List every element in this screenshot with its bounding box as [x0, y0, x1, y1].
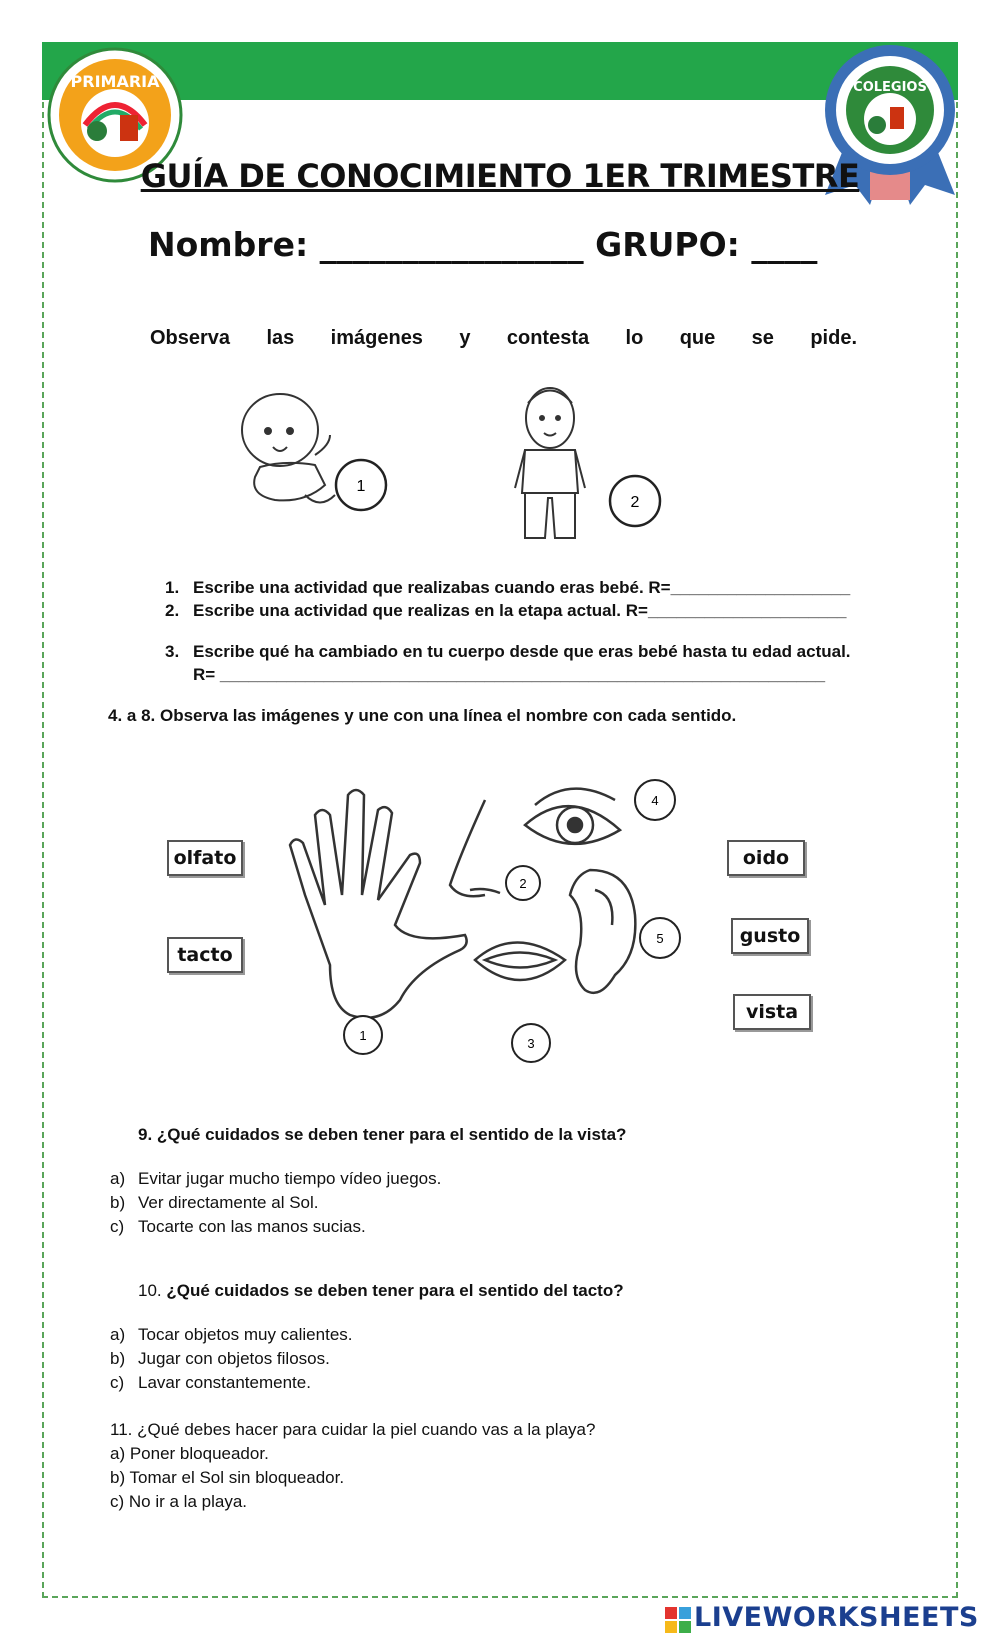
sense-circle-3: 3	[527, 1036, 535, 1051]
q10-option-c-letter: c)	[110, 1373, 125, 1392]
question-3-text: Escribe qué ha cambiado en tu cuerpo desde que eras bebé hasta tu edad actual.	[193, 642, 851, 661]
q10-option-c-text: Lavar constantemente.	[138, 1373, 311, 1392]
sense-label-tacto[interactable]: tacto	[167, 937, 243, 973]
question-2-number: 2.	[165, 601, 180, 620]
question-1	[165, 578, 850, 598]
q9-option-a-text: Evitar jugar mucho tiempo vídeo juegos.	[138, 1169, 442, 1188]
stage-circle-2: 2	[630, 494, 640, 511]
logo-left-label: PRIMARIA	[70, 72, 160, 91]
question-10-title	[138, 1281, 624, 1301]
baby-illustration	[235, 385, 400, 520]
question-3-answer-text: R= ________________________________________________________________	[193, 665, 826, 684]
q10-option-b[interactable]	[110, 1349, 330, 1369]
q10-option-b-letter: b)	[110, 1349, 126, 1368]
sense-label-oido[interactable]: oido	[727, 840, 805, 876]
sense-label-olfato[interactable]: olfato	[167, 840, 243, 876]
sense-circle-1: 1	[359, 1028, 367, 1043]
sense-label-gusto[interactable]: gusto	[731, 918, 809, 954]
sense-label-vista[interactable]: vista	[733, 994, 811, 1030]
question-2-text: Escribe una actividad que realizas en la etapa actual. R=_____________________	[193, 601, 847, 620]
name-group-line: Nombre: ________________ GRUPO: ____	[148, 225, 818, 264]
q11-option-b[interactable]: b) Tomar el Sol sin bloqueador.	[110, 1468, 345, 1487]
question-9-title: 9. ¿Qué cuidados se deben tener para el sentido de la vista?	[138, 1125, 627, 1144]
q9-option-a-letter: a)	[110, 1169, 126, 1188]
question-2	[165, 601, 847, 621]
q9-option-b[interactable]	[110, 1193, 318, 1213]
question-3	[165, 642, 851, 662]
q9-option-b-text: Ver directamente al Sol.	[138, 1193, 319, 1212]
q11-option-a[interactable]: a) Poner bloqueador.	[110, 1444, 269, 1463]
q9-option-c-text: Tocarte con las manos sucias.	[138, 1217, 366, 1236]
q10-option-a[interactable]	[110, 1325, 353, 1345]
child-illustration	[510, 378, 670, 548]
instructions: Observa las imágenes y contesta lo que se pide.	[150, 327, 857, 349]
q11-option-c[interactable]: c) No ir a la playa.	[110, 1492, 247, 1511]
question-10-text: ¿Qué cuidados se deben tener para el sentido del tacto?	[166, 1281, 624, 1300]
senses-illustration	[270, 775, 690, 1065]
q9-option-c[interactable]	[110, 1217, 366, 1237]
page-title: GUÍA DE CONOCIMIENTO 1ER TRIMESTRE	[140, 157, 860, 195]
question-1-text: Escribe una actividad que realizabas cuando eras bebé. R=___________________	[193, 578, 851, 597]
stage-circle-1: 1	[356, 478, 366, 495]
sense-circle-4: 4	[651, 793, 659, 808]
q9-option-c-letter: c)	[110, 1217, 125, 1236]
q9-option-a[interactable]	[110, 1169, 441, 1189]
question-1-number: 1.	[165, 578, 180, 597]
question-10-number: 10.	[138, 1281, 162, 1300]
question-11-title: 11. ¿Qué debes hacer para cuidar la piel cuando vas a la playa?	[110, 1420, 596, 1439]
sense-circle-2: 2	[519, 876, 527, 891]
logo-right-label: COLEGIOS	[853, 80, 927, 95]
question-4-8: 4. a 8. Observa las imágenes y une con una línea el nombre con cada sentido.	[108, 706, 737, 725]
q9-option-b-letter: b)	[110, 1193, 126, 1212]
liveworksheets-brand: LIVEWORKSHEETS	[694, 1602, 979, 1633]
liveworksheets-logo-icon	[665, 1607, 691, 1633]
q10-option-c[interactable]	[110, 1373, 311, 1393]
q10-option-a-text: Tocar objetos muy calientes.	[138, 1325, 353, 1344]
q10-option-b-text: Jugar con objetos filosos.	[138, 1349, 330, 1368]
sense-circle-5: 5	[656, 931, 664, 946]
q10-option-a-letter: a)	[110, 1325, 126, 1344]
question-3-answer-line	[165, 665, 825, 685]
question-3-number: 3.	[165, 642, 180, 661]
